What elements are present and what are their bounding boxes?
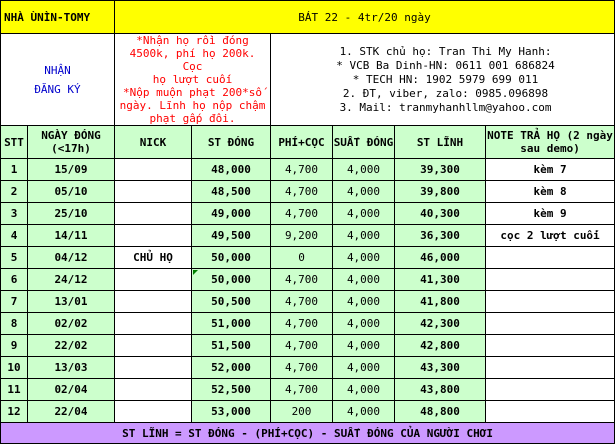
col-header-share[interactable]: SUẤT ĐÓNG [333, 126, 395, 159]
cell-fee[interactable]: 4,700 [271, 269, 333, 291]
table-row [1, 291, 615, 313]
cell-date[interactable]: 13/01 [28, 291, 115, 313]
col-header-pay[interactable]: ST ĐÓNG [192, 126, 271, 159]
cell-receive[interactable]: 43,800 [395, 379, 486, 401]
rule-line: họ lượt cuối [152, 73, 233, 86]
cell-note[interactable] [486, 313, 615, 335]
table-row [1, 335, 615, 357]
cell-receive[interactable]: 41,800 [395, 291, 486, 313]
cell-pay[interactable]: 49,500 [192, 225, 271, 247]
table-row [1, 401, 615, 423]
table-row [1, 159, 615, 181]
cell-date[interactable]: 02/04 [28, 379, 115, 401]
cell-stt[interactable]: 2 [1, 181, 28, 203]
cell-fee[interactable]: 200 [271, 401, 333, 423]
cell-date[interactable]: 05/10 [28, 181, 115, 203]
rule-line: phạt gấp đôi. [149, 112, 236, 125]
cell-share[interactable]: 4,000 [333, 269, 395, 291]
cell-fee[interactable]: 9,200 [271, 225, 333, 247]
brand-cell[interactable]: NHÀ ÙNÌN-TOMY [1, 1, 115, 34]
cell-date[interactable]: 24/12 [28, 269, 115, 291]
cell-fee[interactable]: 0 [271, 247, 333, 269]
cell-pay[interactable]: 48,000 [192, 159, 271, 181]
cell-pay[interactable]: 51,500 [192, 335, 271, 357]
comment-indicator-icon [193, 270, 198, 275]
cell-note[interactable] [486, 357, 615, 379]
cell-nick[interactable] [115, 357, 192, 379]
cell-nick[interactable] [115, 181, 192, 203]
cell-note[interactable]: cọc 2 lượt cuối [486, 225, 615, 247]
cell-receive[interactable]: 36,300 [395, 225, 486, 247]
table-row [1, 269, 615, 291]
cell-stt[interactable]: 1 [1, 159, 28, 181]
cell-receive[interactable]: 46,000 [395, 247, 486, 269]
table-row [1, 357, 615, 379]
cell-note[interactable]: kèm 8 [486, 181, 615, 203]
cell-receive[interactable]: 41,300 [395, 269, 486, 291]
cell-nick[interactable] [115, 291, 192, 313]
cell-fee[interactable]: 4,700 [271, 291, 333, 313]
cell-pay[interactable]: 50,500 [192, 291, 271, 313]
cell-nick[interactable] [115, 225, 192, 247]
cell-note[interactable] [486, 247, 615, 269]
cell-nick[interactable] [115, 203, 192, 225]
rules-cell[interactable] [115, 34, 271, 126]
sheet-title[interactable]: BÁT 22 - 4tr/20 ngày [115, 1, 615, 34]
cell-date[interactable]: 15/09 [28, 159, 115, 181]
cell-fee[interactable]: 4,700 [271, 335, 333, 357]
cell-receive[interactable]: 39,800 [395, 181, 486, 203]
cell-share[interactable]: 4,000 [333, 181, 395, 203]
cell-nick[interactable] [115, 313, 192, 335]
cell-note[interactable] [486, 401, 615, 423]
cell-note[interactable] [486, 379, 615, 401]
cell-nick[interactable]: CHỦ HỌ [115, 247, 192, 269]
cell-stt[interactable]: 11 [1, 379, 28, 401]
table-row [1, 247, 615, 269]
bank-account-owner: 1. STK chủ họ: Tran Thi My Hanh: [339, 44, 552, 58]
cell-date[interactable]: 22/02 [28, 335, 115, 357]
col-header-stt[interactable]: STT [1, 126, 28, 159]
table-row [1, 225, 615, 247]
cell-date[interactable]: 02/02 [28, 313, 115, 335]
cell-share[interactable]: 4,000 [333, 401, 395, 423]
cell-nick[interactable] [115, 159, 192, 181]
rule-line: ngày. Lĩnh họ nộp chậm [119, 99, 266, 112]
col-header-fee[interactable]: PHÍ+CỌC [271, 126, 333, 159]
cell-fee[interactable]: 4,700 [271, 203, 333, 225]
rule-line: 4500k, phí họ 200k. Cọc [129, 47, 256, 73]
tech-account: * TECH HN: 1902 5979 699 011 [352, 72, 539, 86]
register-line-2: ĐĂNG KÝ [34, 82, 81, 96]
cell-share[interactable]: 4,000 [333, 225, 395, 247]
cell-pay[interactable]: 49,000 [192, 203, 271, 225]
cell-stt[interactable]: 5 [1, 247, 28, 269]
cell-pay[interactable]: 48,500 [192, 181, 271, 203]
cell-share[interactable]: 4,000 [333, 313, 395, 335]
cell-date[interactable]: 14/11 [28, 225, 115, 247]
cell-stt[interactable]: 7 [1, 291, 28, 313]
table-row [1, 203, 615, 225]
cell-fee[interactable]: 4,700 [271, 379, 333, 401]
phone-contact: 2. ĐT, viber, zalo: 0985.096898 [342, 86, 549, 100]
cell-stt[interactable]: 6 [1, 269, 28, 291]
cell-pay[interactable]: 50,000 [192, 247, 271, 269]
register-cell[interactable] [1, 34, 115, 126]
cell-pay[interactable]: 53,000 [192, 401, 271, 423]
cell-share[interactable]: 4,000 [333, 335, 395, 357]
cell-share[interactable]: 4,000 [333, 357, 395, 379]
cell-pay[interactable]: 50,000 [192, 269, 271, 291]
cell-receive[interactable]: 48,800 [395, 401, 486, 423]
rule-line: *Nộp muộn phạt 200*số [122, 86, 263, 99]
vcb-account: * VCB Ba Dinh-HN: 0611 001 686824 [336, 58, 555, 72]
cell-fee[interactable]: 4,700 [271, 357, 333, 379]
cell-date[interactable]: 04/12 [28, 247, 115, 269]
cell-receive[interactable]: 40,300 [395, 203, 486, 225]
cell-nick[interactable] [115, 335, 192, 357]
cell-receive[interactable]: 42,800 [395, 335, 486, 357]
cell-receive[interactable]: 43,300 [395, 357, 486, 379]
payment-info-cell[interactable] [271, 34, 615, 126]
cell-stt[interactable]: 4 [1, 225, 28, 247]
cell-share[interactable]: 4,000 [333, 291, 395, 313]
cell-pay[interactable]: 51,000 [192, 313, 271, 335]
col-header-receive[interactable]: ST LĨNH [395, 126, 486, 159]
cell-receive[interactable]: 42,300 [395, 313, 486, 335]
cell-fee[interactable]: 4,700 [271, 181, 333, 203]
cell-stt[interactable]: 8 [1, 313, 28, 335]
table-row [1, 313, 615, 335]
table-row [1, 379, 615, 401]
cell-fee[interactable]: 4,700 [271, 159, 333, 181]
cell-stt[interactable]: 3 [1, 203, 28, 225]
cell-share[interactable]: 4,000 [333, 203, 395, 225]
rule-line: *Nhận họ rồi đóng [136, 34, 249, 47]
cell-note[interactable]: kèm 7 [486, 159, 615, 181]
cell-note[interactable] [486, 291, 615, 313]
formula-footer[interactable]: ST LĨNH = ST ĐÓNG - (PHÍ+CỌC) - SUẤT ĐÓNG CỦA NGƯỜI CHƠI [1, 423, 615, 444]
cell-share[interactable]: 4,000 [333, 247, 395, 269]
table-row [1, 181, 615, 203]
cell-receive[interactable]: 39,300 [395, 159, 486, 181]
cell-stt[interactable]: 9 [1, 335, 28, 357]
cell-pay[interactable]: 52,500 [192, 379, 271, 401]
cell-note[interactable] [486, 335, 615, 357]
cell-share[interactable]: 4,000 [333, 379, 395, 401]
cell-date[interactable]: 13/03 [28, 357, 115, 379]
cell-stt[interactable]: 10 [1, 357, 28, 379]
col-header-nick[interactable]: NICK [115, 126, 192, 159]
cell-note[interactable]: kèm 9 [486, 203, 615, 225]
cell-note[interactable] [486, 269, 615, 291]
col-header-note[interactable]: NOTE TRẢ HỌ (2 ngày sau demo) [486, 126, 615, 159]
cell-stt[interactable]: 12 [1, 401, 28, 423]
register-line-1: NHẬN [44, 63, 71, 77]
cell-nick[interactable] [115, 269, 192, 291]
cell-nick[interactable] [115, 379, 192, 401]
cell-date[interactable]: 22/04 [28, 401, 115, 423]
cell-share[interactable]: 4,000 [333, 159, 395, 181]
cell-nick[interactable] [115, 401, 192, 423]
cell-date[interactable]: 25/10 [28, 203, 115, 225]
email-contact: 3. Mail: tranmyhanhllm@yahoo.com [339, 100, 552, 114]
cell-pay[interactable]: 52,000 [192, 357, 271, 379]
col-header-date[interactable]: NGÀY ĐÓNG (<17h) [28, 126, 115, 159]
cell-fee[interactable]: 4,700 [271, 313, 333, 335]
